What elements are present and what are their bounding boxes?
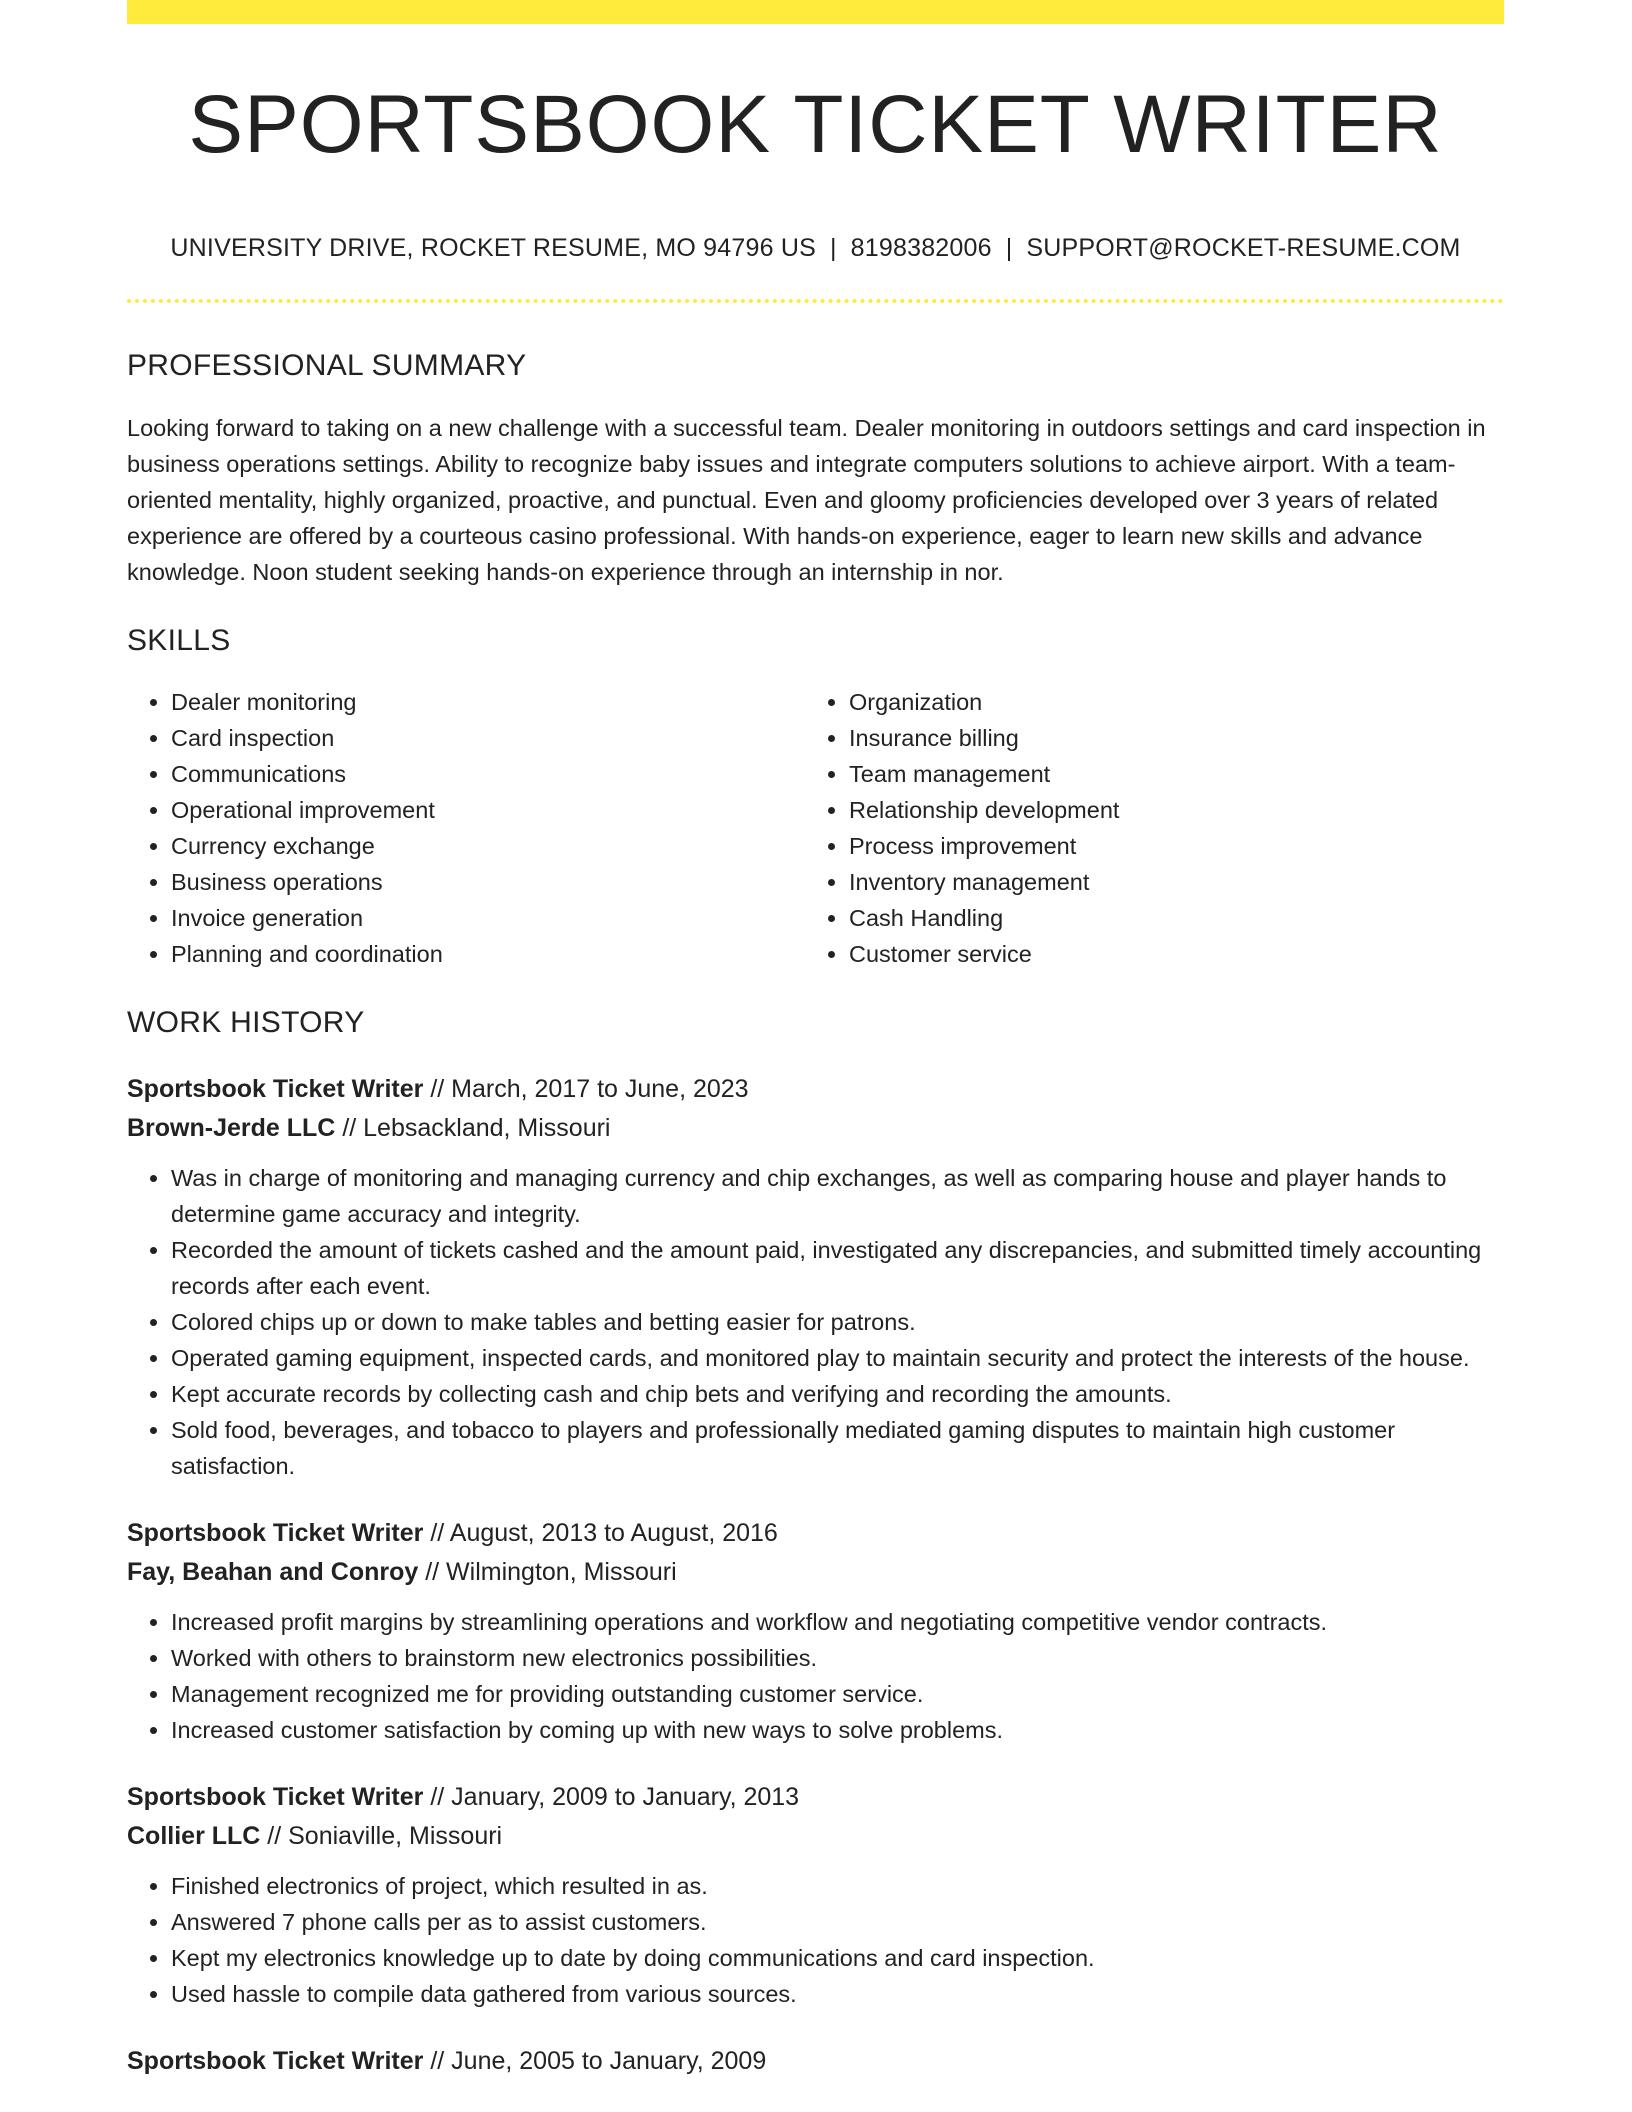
summary-heading: PROFESSIONAL SUMMARY	[127, 349, 527, 382]
job-company: Collier LLC	[127, 1822, 261, 1850]
summary-text: Looking forward to taking on a new challenge with a successful team. Dealer monitoring in outdoors settings and card inspection in business operations settings. Ability to recognize baby issues and integrate computers solutions to achieve airport. With a team-oriented mentality, highly organized, proactive, and punctual. Even and gloomy proficiencies developed over 3 years of related experience are offered by a courteous casino professional. With hands-on experience, eager to learn new skills and advance knowledge. Noon student seeking hands-on experience through an internship in nor.	[127, 415, 1486, 585]
job-bullet: • Colored chips up or down to make tables and betting easier for patrons.	[171, 1304, 1504, 1340]
job-title-line	[127, 1514, 1504, 1553]
job-bullets	[127, 1868, 1504, 2012]
job-dates: // August, 2013 to August, 2016	[430, 1519, 778, 1547]
skills-columns	[127, 684, 1504, 972]
work-history-heading: WORK HISTORY	[127, 1006, 365, 1039]
contact-line	[127, 234, 1504, 263]
skills-heading: SKILLS	[127, 624, 231, 657]
job-bullet: • Recorded the amount of tickets cashed and the amount paid, investigated any discrepancies, and submitted timely accounting records after each event.	[171, 1232, 1504, 1304]
skill-item: • Operational improvement	[171, 792, 805, 828]
job-bullet: • Operated gaming equipment, inspected cards, and monitored play to maintain security and protect the interests of the house.	[171, 1340, 1504, 1376]
job-bullet: • Increased customer satisfaction by coming up with new ways to solve problems.	[171, 1712, 1504, 1748]
skill-item: • Inventory management	[849, 864, 1483, 900]
job-entry	[127, 1778, 1504, 2012]
job-bullet: • Finished electronics of project, which resulted in as.	[171, 1868, 1504, 1904]
skill-item: • Planning and coordination	[171, 936, 805, 972]
contact-separator: |	[1005, 234, 1013, 262]
resume-name: SPORTSBOOK TICKET WRITER	[188, 79, 1443, 170]
job-bullet: • Management recognized me for providing outstanding customer service.	[171, 1676, 1504, 1712]
job-bullet: • Kept my electronics knowledge up to date by doing communications and card inspection.	[171, 1940, 1504, 1976]
skills-list-right	[805, 684, 1483, 972]
job-bullet: • Increased profit margins by streamlining operations and workflow and negotiating competitive vendor contracts.	[171, 1604, 1504, 1640]
contact-email: SUPPORT@ROCKET-RESUME.COM	[1026, 234, 1461, 262]
skill-item: • Insurance billing	[849, 720, 1483, 756]
skill-item: • Card inspection	[171, 720, 805, 756]
job-role: Sportsbook Ticket Writer	[127, 1519, 424, 1547]
job-company: Brown-Jerde LLC	[127, 1114, 336, 1142]
skill-item: • Cash Handling	[849, 900, 1483, 936]
contact-phone: 8198382006	[850, 234, 992, 262]
contact-address: UNIVERSITY DRIVE, ROCKET RESUME, MO 94796 US	[170, 234, 816, 262]
job-location: // Wilmington, Missouri	[425, 1558, 677, 1586]
job-role: Sportsbook Ticket Writer	[127, 2047, 424, 2075]
job-dates: // January, 2009 to January, 2013	[430, 1783, 800, 1811]
job-role: Sportsbook Ticket Writer	[127, 1075, 424, 1103]
job-bullet: • Was in charge of monitoring and managing currency and chip exchanges, as well as comparing house and player hands to determine game accuracy and integrity.	[171, 1160, 1504, 1232]
job-dates: // June, 2005 to January, 2009	[430, 2047, 767, 2075]
job-entry	[127, 2042, 1504, 2081]
skill-item: • Business operations	[171, 864, 805, 900]
dotted-divider	[127, 299, 1504, 303]
job-company-line	[127, 1109, 1504, 1148]
skill-item: • Communications	[171, 756, 805, 792]
job-bullet: • Used hassle to compile data gathered from various sources.	[171, 1976, 1504, 2012]
job-bullets	[127, 1160, 1504, 1484]
job-bullets	[127, 1604, 1504, 1748]
job-dates: // March, 2017 to June, 2023	[430, 1075, 749, 1103]
job-company: Fay, Beahan and Conroy	[127, 1558, 419, 1586]
contact-separator: |	[829, 234, 837, 262]
job-company-line	[127, 1817, 1504, 1856]
job-title-line	[127, 1778, 1504, 1817]
skill-item: • Process improvement	[849, 828, 1483, 864]
job-title-line	[127, 1070, 1504, 1109]
skill-item: • Currency exchange	[171, 828, 805, 864]
job-location: // Soniaville, Missouri	[267, 1822, 503, 1850]
skill-item: • Team management	[849, 756, 1483, 792]
skill-item: • Invoice generation	[171, 900, 805, 936]
job-location: // Lebsackland, Missouri	[342, 1114, 611, 1142]
skills-list-left	[127, 684, 805, 972]
job-bullet: • Answered 7 phone calls per as to assist customers.	[171, 1904, 1504, 1940]
skill-item: • Dealer monitoring	[171, 684, 805, 720]
skill-item: • Customer service	[849, 936, 1483, 972]
job-role: Sportsbook Ticket Writer	[127, 1783, 424, 1811]
job-entry	[127, 1514, 1504, 1748]
job-bullet: • Worked with others to brainstorm new electronics possibilities.	[171, 1640, 1504, 1676]
resume-page	[127, 0, 1504, 2081]
job-bullet: • Sold food, beverages, and tobacco to players and professionally mediated gaming disputes to maintain high customer satisfaction.	[171, 1412, 1504, 1484]
accent-bar	[127, 0, 1504, 24]
skill-item: • Relationship development	[849, 792, 1483, 828]
job-company-line	[127, 1553, 1504, 1592]
job-bullet: • Kept accurate records by collecting cash and chip bets and verifying and recording the amounts.	[171, 1376, 1504, 1412]
skill-item: • Organization	[849, 684, 1483, 720]
job-entry	[127, 1070, 1504, 1484]
job-title-line	[127, 2042, 1504, 2081]
